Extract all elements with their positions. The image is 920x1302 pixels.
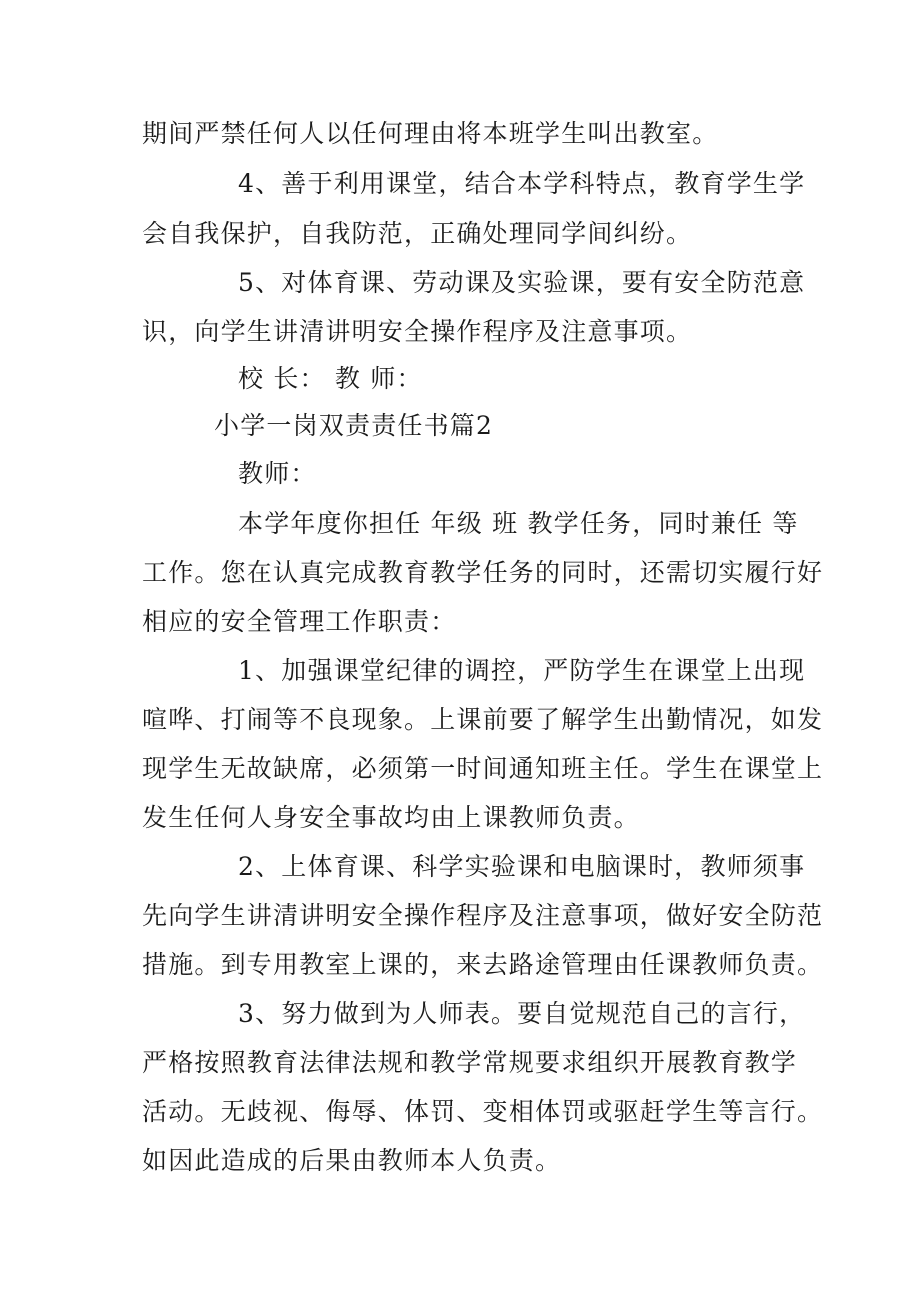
signature-line: 校 长： 教 师： [238, 364, 423, 393]
salutation: 教师： [238, 459, 317, 488]
text-line: 相应的安全管理工作职责： [142, 607, 457, 636]
text-line: 发生任何人身安全事故均由上课教师负责。 [142, 803, 640, 832]
text-line: 现学生无故缺席，必须第一时间通知班主任。学生在课堂上 [142, 754, 824, 783]
text-line: 喧哗、打闹等不良现象。上课前要了解学生出勤情况，如发 [142, 705, 824, 734]
text-line: 严格按照教育法律法规和教学常规要求组织开展教育教学 [142, 1048, 798, 1077]
text-line: 期间严禁任何人以任何理由将本班学生叫出教室。 [142, 119, 719, 148]
text-line: 3、努力做到为人师表。要自觉规范自己的言行， [238, 999, 806, 1028]
text-line: 活动。无歧视、侮辱、体罚、变相体罚或驱赶学生等言行。 [142, 1097, 824, 1126]
text-line: 先向学生讲清讲明安全操作程序及注意事项，做好安全防范 [142, 901, 824, 930]
text-line: 会自我保护，自我防范，正确处理同学间纠纷。 [142, 219, 693, 248]
text-line: 本学年度你担任 年级 班 教学任务，同时兼任 等 [238, 509, 799, 538]
text-line: 5、对体育课、劳动课及实验课，要有安全防范意 [238, 268, 806, 297]
text-line: 2、上体育课、科学实验课和电脑课时，教师须事 [238, 852, 806, 881]
text-line: 1、加强课堂纪律的调控，严防学生在课堂上出现 [238, 656, 806, 685]
text-line: 工作。您在认真完成教育教学任务的同时，还需切实履行好 [142, 558, 824, 587]
text-line: 措施。到专用教室上课的，来去路途管理由任课教师负责。 [142, 950, 824, 979]
text-line: 4、善于利用课堂，结合本学科特点，教育学生学 [238, 169, 806, 198]
text-line: 如因此造成的后果由教师本人负责。 [142, 1146, 562, 1175]
text-line: 识，向学生讲清讲明安全操作程序及注意事项。 [142, 317, 693, 346]
section-title: 小学一岗双责责任书篇2 [214, 411, 494, 440]
